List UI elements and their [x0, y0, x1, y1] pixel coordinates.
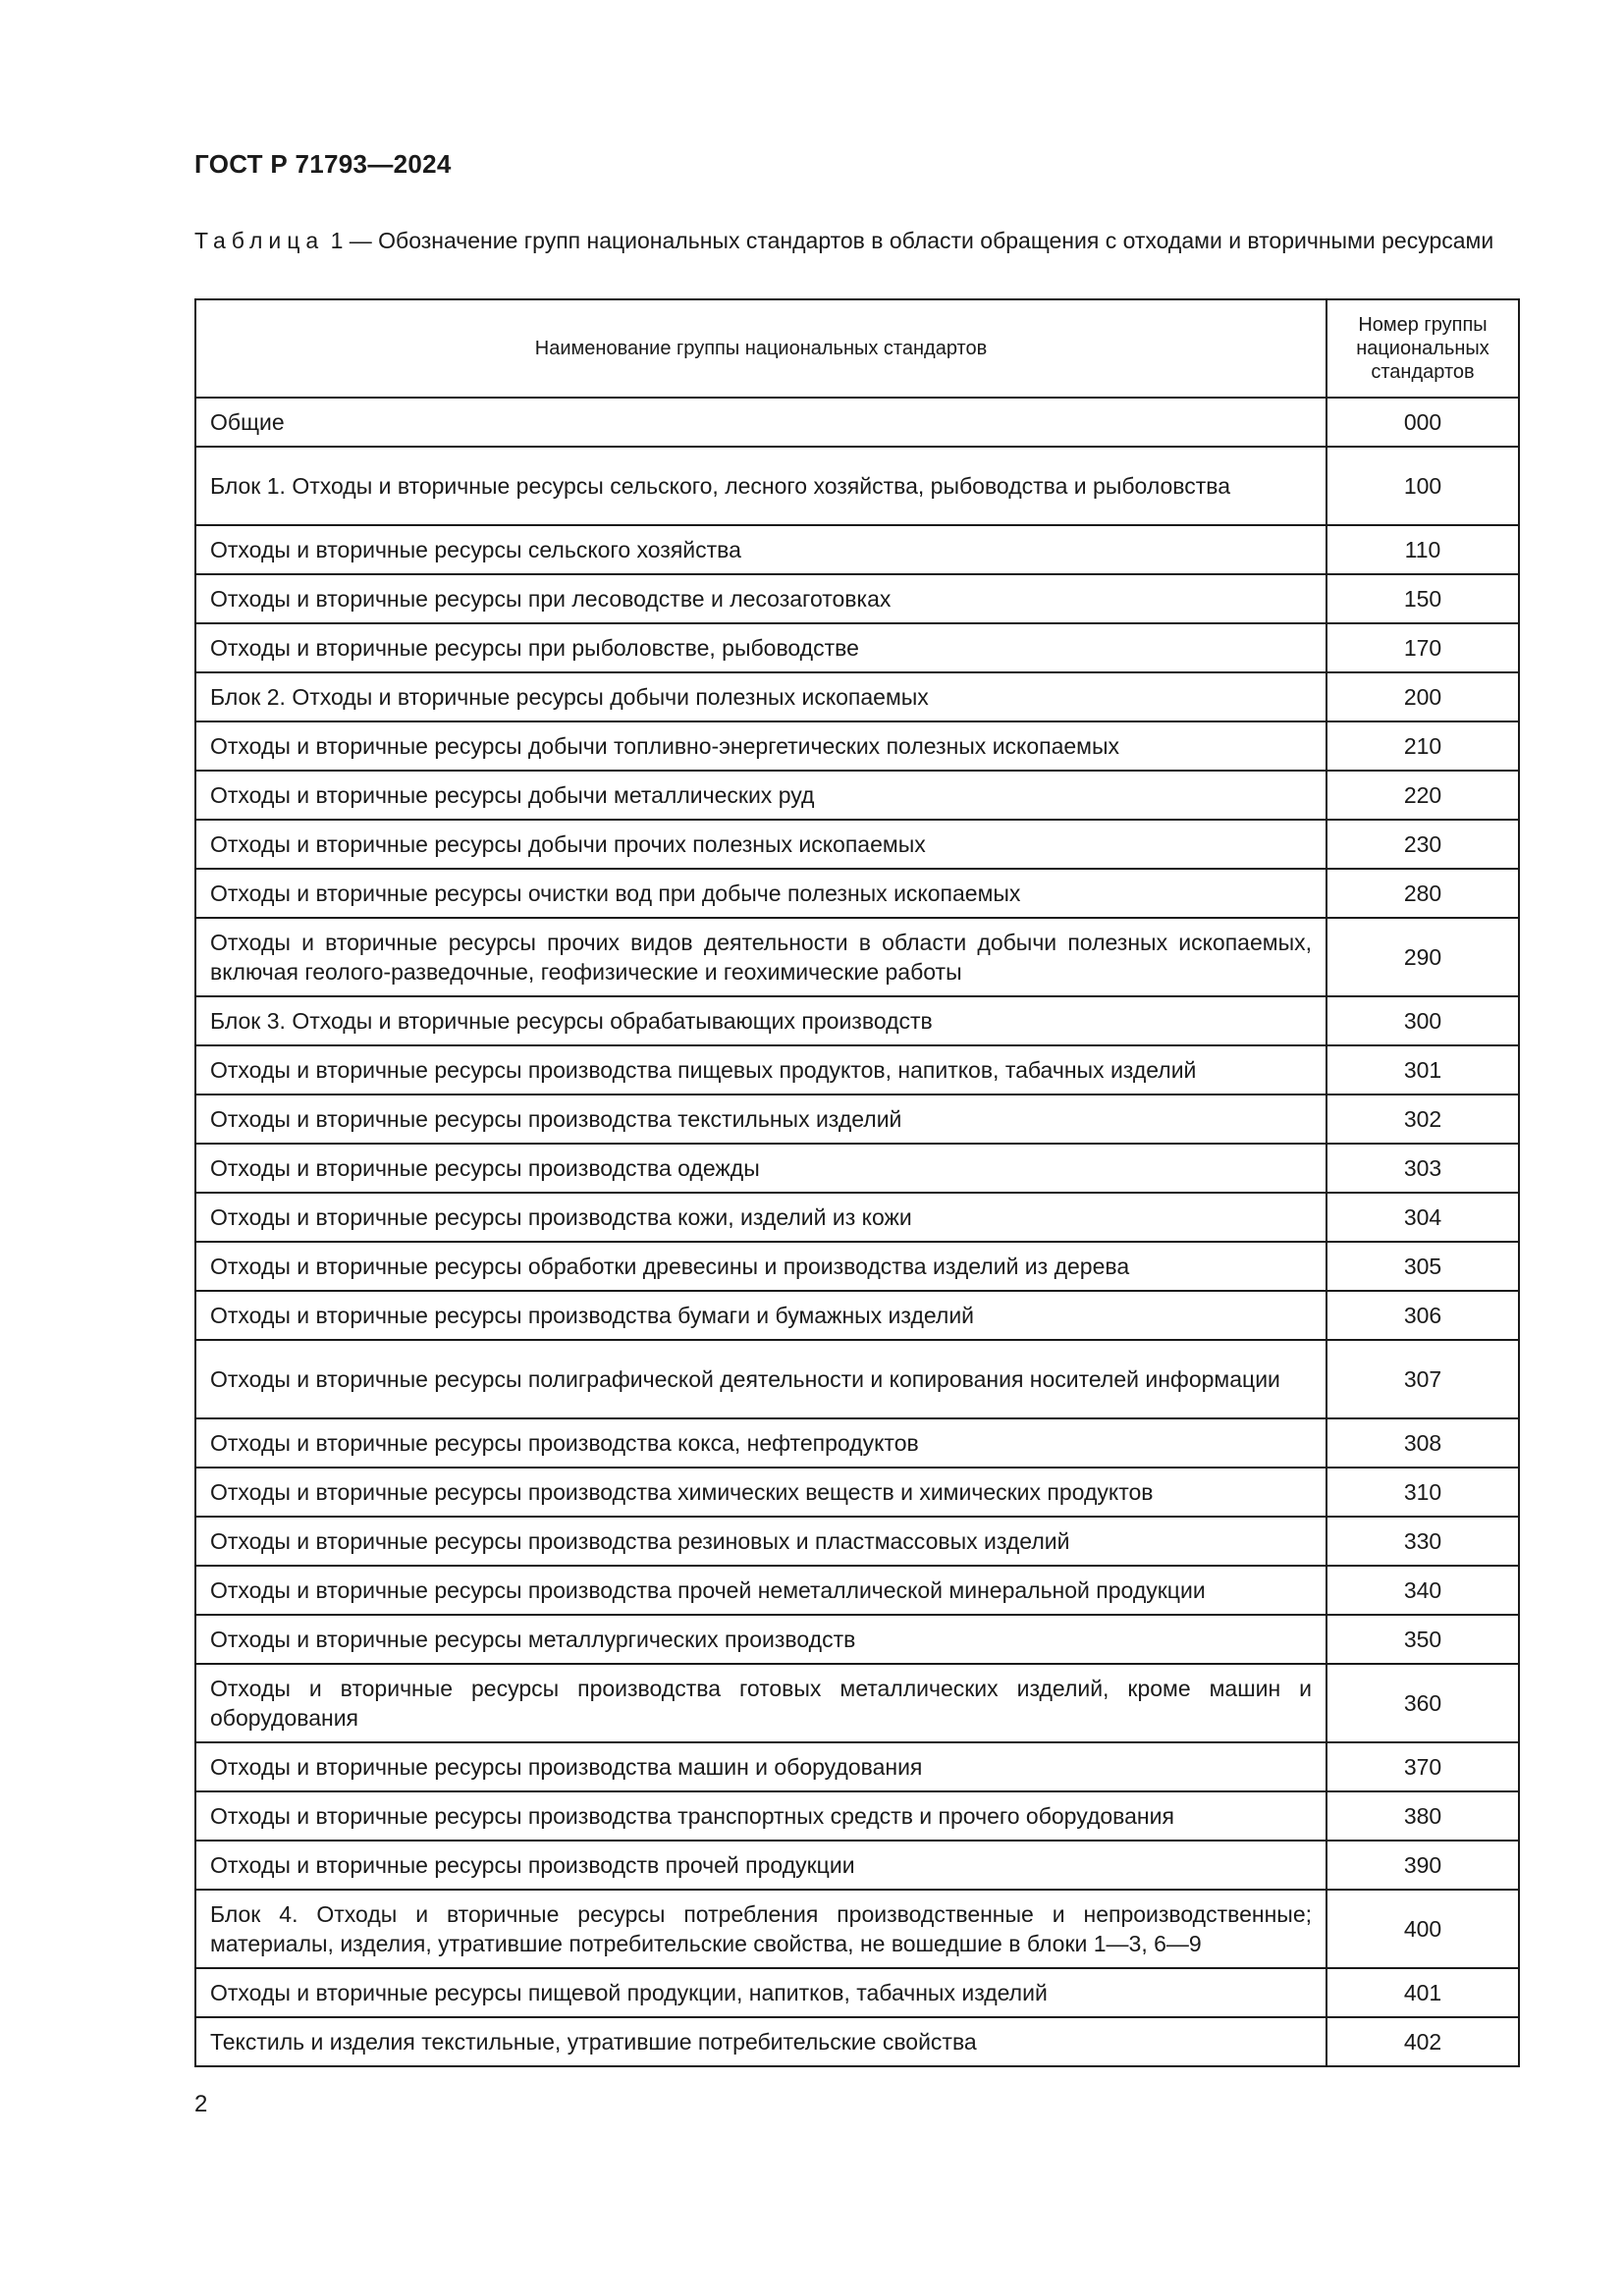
group-name-cell: Отходы и вторичные ресурсы производства пищевых продуктов, напитков, табачных изделий — [195, 1045, 1326, 1095]
table-row — [195, 721, 1519, 771]
group-code-cell: 380 — [1326, 1791, 1519, 1841]
group-name-cell: Отходы и вторичные ресурсы производства прочей неметаллической минеральной продукции — [195, 1566, 1326, 1615]
table-caption-text: 1 — Обозначение групп национальных стандартов в области обращения с отходами и вторичными ресурсами — [324, 228, 1494, 253]
group-code-cell: 401 — [1326, 1968, 1519, 2017]
group-name-cell: Блок 3. Отходы и вторичные ресурсы обрабатывающих производств — [195, 996, 1326, 1045]
group-name-cell: Отходы и вторичные ресурсы очистки вод при добыче полезных ископаемых — [195, 869, 1326, 918]
table-row — [195, 2017, 1519, 2066]
table-row — [195, 398, 1519, 447]
group-code-cell: 100 — [1326, 447, 1519, 525]
group-name-cell: Отходы и вторичные ресурсы производства бумаги и бумажных изделий — [195, 1291, 1326, 1340]
group-code-cell: 390 — [1326, 1841, 1519, 1890]
group-code-cell: 200 — [1326, 672, 1519, 721]
group-name-cell: Отходы и вторичные ресурсы прочих видов деятельности в области добычи полезных ископаемых, включая геолого-разведочные, геофизические и геохимические работы — [195, 918, 1326, 996]
group-code-cell: 306 — [1326, 1291, 1519, 1340]
table-row — [195, 1791, 1519, 1841]
group-name-cell: Отходы и вторичные ресурсы производства кокса, нефтепродуктов — [195, 1418, 1326, 1468]
group-code-cell: 210 — [1326, 721, 1519, 771]
table-row — [195, 525, 1519, 574]
table-row — [195, 1242, 1519, 1291]
group-code-cell: 290 — [1326, 918, 1519, 996]
group-code-cell: 110 — [1326, 525, 1519, 574]
table-row — [195, 574, 1519, 623]
group-code-cell: 310 — [1326, 1468, 1519, 1517]
table-row — [195, 1144, 1519, 1193]
column-header-name: Наименование группы национальных стандартов — [195, 299, 1326, 398]
group-code-cell: 301 — [1326, 1045, 1519, 1095]
group-code-cell: 230 — [1326, 820, 1519, 869]
group-code-cell: 370 — [1326, 1742, 1519, 1791]
group-code-cell: 340 — [1326, 1566, 1519, 1615]
group-name-cell: Отходы и вторичные ресурсы производства одежды — [195, 1144, 1326, 1193]
group-code-cell: 302 — [1326, 1095, 1519, 1144]
table-body — [195, 398, 1519, 2066]
group-code-cell: 220 — [1326, 771, 1519, 820]
group-code-cell: 350 — [1326, 1615, 1519, 1664]
table-row — [195, 447, 1519, 525]
group-code-cell: 280 — [1326, 869, 1519, 918]
group-code-cell: 300 — [1326, 996, 1519, 1045]
table-row — [195, 1095, 1519, 1144]
group-name-cell: Отходы и вторичные ресурсы производства машин и оборудования — [195, 1742, 1326, 1791]
column-header-code: Номер группы национальных стандартов — [1326, 299, 1519, 398]
table-row — [195, 1841, 1519, 1890]
group-code-cell: 305 — [1326, 1242, 1519, 1291]
table-caption-label: Таблица — [194, 228, 325, 253]
group-name-cell: Отходы и вторичные ресурсы металлургических производств — [195, 1615, 1326, 1664]
group-code-cell: 170 — [1326, 623, 1519, 672]
group-code-cell: 303 — [1326, 1144, 1519, 1193]
table-caption — [194, 226, 1518, 255]
table-row — [195, 1566, 1519, 1615]
group-name-cell: Отходы и вторичные ресурсы обработки древесины и производства изделий из дерева — [195, 1242, 1326, 1291]
group-name-cell: Отходы и вторичные ресурсы добычи прочих полезных ископаемых — [195, 820, 1326, 869]
group-code-cell: 307 — [1326, 1340, 1519, 1418]
table-row — [195, 1890, 1519, 1968]
group-name-cell: Отходы и вторичные ресурсы при лесоводстве и лесозаготовках — [195, 574, 1326, 623]
table-row — [195, 623, 1519, 672]
group-name-cell: Блок 2. Отходы и вторичные ресурсы добычи полезных ископаемых — [195, 672, 1326, 721]
group-name-cell: Отходы и вторичные ресурсы производства транспортных средств и прочего оборудования — [195, 1791, 1326, 1841]
table-row — [195, 1340, 1519, 1418]
table-row — [195, 1418, 1519, 1468]
group-name-cell: Отходы и вторичные ресурсы производства кожи, изделий из кожи — [195, 1193, 1326, 1242]
group-name-cell: Блок 1. Отходы и вторичные ресурсы сельского, лесного хозяйства, рыбоводства и рыболовства — [195, 447, 1326, 525]
table-row — [195, 672, 1519, 721]
group-name-cell: Отходы и вторичные ресурсы производства резиновых и пластмассовых изделий — [195, 1517, 1326, 1566]
group-name-cell: Отходы и вторичные ресурсы добычи металлических руд — [195, 771, 1326, 820]
table-row — [195, 1968, 1519, 2017]
group-name-cell: Отходы и вторичные ресурсы производства готовых металлических изделий, кроме машин и оборудования — [195, 1664, 1326, 1742]
table-row — [195, 918, 1519, 996]
group-name-cell: Блок 4. Отходы и вторичные ресурсы потребления производственные и непроизводственные; материалы, изделия, утратившие потребительские свойства, не вошедшие в блоки 1—3, 6—9 — [195, 1890, 1326, 1968]
table-row — [195, 1468, 1519, 1517]
table-row — [195, 869, 1519, 918]
group-code-cell: 304 — [1326, 1193, 1519, 1242]
group-code-cell: 402 — [1326, 2017, 1519, 2066]
group-code-cell: 360 — [1326, 1664, 1519, 1742]
page-number: 2 — [194, 2091, 208, 2117]
group-name-cell: Отходы и вторичные ресурсы производства химических веществ и химических продуктов — [195, 1468, 1326, 1517]
table-row — [195, 1615, 1519, 1664]
group-name-cell: Отходы и вторичные ресурсы производства текстильных изделий — [195, 1095, 1326, 1144]
table-row — [195, 1045, 1519, 1095]
group-name-cell: Отходы и вторичные ресурсы сельского хозяйства — [195, 525, 1326, 574]
group-name-cell: Отходы и вторичные ресурсы полиграфической деятельности и копирования носителей информации — [195, 1340, 1326, 1418]
table-row — [195, 1193, 1519, 1242]
table-row — [195, 771, 1519, 820]
table-row — [195, 1742, 1519, 1791]
table-row — [195, 996, 1519, 1045]
table-row — [195, 1517, 1519, 1566]
group-name-cell: Отходы и вторичные ресурсы при рыболовстве, рыбоводстве — [195, 623, 1326, 672]
group-name-cell: Отходы и вторичные ресурсы производств прочей продукции — [195, 1841, 1326, 1890]
table-row — [195, 820, 1519, 869]
standards-groups-table — [194, 298, 1520, 2067]
group-name-cell: Текстиль и изделия текстильные, утратившие потребительские свойства — [195, 2017, 1326, 2066]
table-row — [195, 1291, 1519, 1340]
document-code: ГОСТ Р 71793—2024 — [194, 149, 452, 179]
group-name-cell: Отходы и вторичные ресурсы пищевой продукции, напитков, табачных изделий — [195, 1968, 1326, 2017]
group-code-cell: 308 — [1326, 1418, 1519, 1468]
group-code-cell: 330 — [1326, 1517, 1519, 1566]
group-code-cell: 000 — [1326, 398, 1519, 447]
group-name-cell: Общие — [195, 398, 1326, 447]
group-code-cell: 400 — [1326, 1890, 1519, 1968]
table-row — [195, 1664, 1519, 1742]
group-code-cell: 150 — [1326, 574, 1519, 623]
group-name-cell: Отходы и вторичные ресурсы добычи топливно-энергетических полезных ископаемых — [195, 721, 1326, 771]
